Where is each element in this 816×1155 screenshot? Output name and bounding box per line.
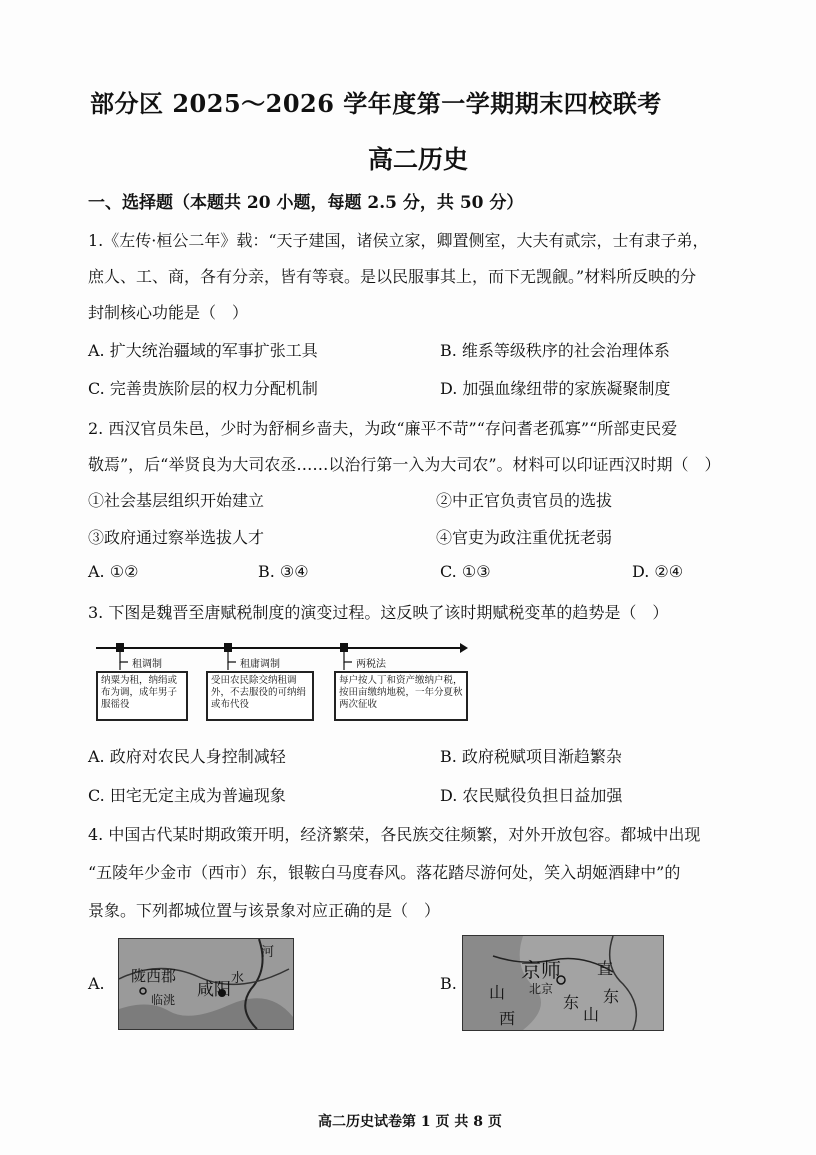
q2-line-2: 敬焉”，后“举贤良为大司农丞……以治行第一入为大司农”。材料可以印证西汉时期（ ） xyxy=(88,455,721,474)
subject-title: 高二历史 xyxy=(368,145,469,174)
q1-option-a[interactable]: A. 扩大统治疆域的军事扩张工具 xyxy=(88,341,318,360)
q3-option-c[interactable]: C. 田宅无定主成为普遍现象 xyxy=(88,786,286,805)
q3-option-b[interactable]: B. 政府税赋项目渐趋繁杂 xyxy=(440,747,622,766)
map-b[interactable] xyxy=(462,935,664,1031)
q4-option-a-label[interactable]: A. xyxy=(88,974,105,993)
q2-item-1: ①社会基层组织开始建立 xyxy=(88,491,265,510)
timeline-box-zuyongdiao: 受田农民除交纳租调外，不去服役的可纳绢或布代役 xyxy=(206,671,314,721)
map-a-label-1: 陇西郡 xyxy=(131,967,177,985)
tax-timeline-diagram xyxy=(96,640,468,730)
timeline-label-liangshuifa: 两税法 xyxy=(356,659,386,670)
q2-option-d[interactable]: D. ②④ xyxy=(632,562,684,581)
q3-stem: 3. 下图是魏晋至唐赋税制度的演变过程。这反映了该时期赋税变革的趋势是（ ） xyxy=(88,603,669,622)
map-a-label-4: 河 xyxy=(261,945,275,960)
page-footer: 高二历史试卷第 1 页 共 8 页 xyxy=(318,1114,502,1130)
exam-title: 部分区 2025～2026 学年度第一学期期末四校联考 xyxy=(90,89,662,118)
q2-option-b[interactable]: B. ③④ xyxy=(258,562,309,581)
map-a[interactable] xyxy=(118,938,294,1030)
q2-item-4: ④官吏为政注重优抚老弱 xyxy=(436,528,613,547)
q2-option-a[interactable]: A. ①② xyxy=(88,562,139,581)
map-b-label-4: 北京 xyxy=(529,982,554,996)
map-b-label-5: 西 xyxy=(499,1009,516,1028)
q3-option-d[interactable]: D. 农民赋役负担日益加强 xyxy=(440,786,623,805)
q1-line-3: 封制核心功能是（ ） xyxy=(88,303,249,322)
map-a-label-5: 水 xyxy=(231,971,245,986)
map-b-label-2: 直 xyxy=(597,959,614,978)
q1-option-b[interactable]: B. 维系等级秩序的社会治理体系 xyxy=(440,341,670,360)
q4-line-1: 4. 中国古代某时期政策开明，经济繁荣，各民族交往频繁，对外开放包容。都城中出现 xyxy=(88,825,701,844)
timeline-box-zudiao: 纳粟为租，纳绢或布为调，成年男子服徭役 xyxy=(96,671,188,721)
section-heading: 一、选择题（本题共 20 小题，每题 2.5 分，共 50 分） xyxy=(88,193,524,213)
map-b-label-3: 山 xyxy=(489,983,506,1002)
map-b-label-8: 东 xyxy=(603,987,620,1006)
q1-option-d[interactable]: D. 加强血缘纽带的家族凝聚制度 xyxy=(440,379,671,398)
map-a-label-2: 咸阳 xyxy=(197,980,231,1000)
map-a-label-3: 临洮 xyxy=(151,993,176,1007)
q4-option-b-label[interactable]: B. xyxy=(440,974,457,993)
q4-line-3: 景象。下列都城位置与该景象对应正确的是（ ） xyxy=(88,901,441,920)
q3-option-a[interactable]: A. 政府对农民人身控制减轻 xyxy=(88,747,286,766)
q1-line-1: 1.《左传·桓公二年》载：“天子建国，诸侯立家，卿置侧室，大夫有贰宗，士有隶子弟， xyxy=(88,231,709,250)
q2-option-c[interactable]: C. ①③ xyxy=(440,562,491,581)
q2-item-2: ②中正官负责官员的选拔 xyxy=(436,491,613,510)
q1-line-2: 庶人、工、商，各有分亲，皆有等衰。是以民服事其上，而下无觊觎。”材料所反映的分 xyxy=(88,267,697,286)
q4-line-2: “五陵年少金市（西市）东，银鞍白马度春风。落花踏尽游何处，笑入胡姬酒肆中”的 xyxy=(88,863,681,882)
timeline-box-liangshuifa: 每户按人丁和资产缴纳户税，按田亩缴纳地税，一年分夏秋两次征收 xyxy=(334,671,468,721)
map-b-label-7: 山 xyxy=(583,1005,600,1024)
q2-item-3: ③政府通过察举选拔人才 xyxy=(88,528,265,547)
timeline-label-zudiao: 租调制 xyxy=(132,659,162,670)
map-b-label-6: 东 xyxy=(563,993,580,1012)
timeline-label-zuyongdiao: 租庸调制 xyxy=(240,659,280,670)
q2-line-1: 2. 西汉官员朱邑，少时为舒桐乡啬夫，为政“廉平不苛”“存问耆老孤寡”“所部吏民爱 xyxy=(88,419,678,438)
map-b-label-1: 京师 xyxy=(521,958,561,982)
q1-option-c[interactable]: C. 完善贵族阶层的权力分配机制 xyxy=(88,379,318,398)
